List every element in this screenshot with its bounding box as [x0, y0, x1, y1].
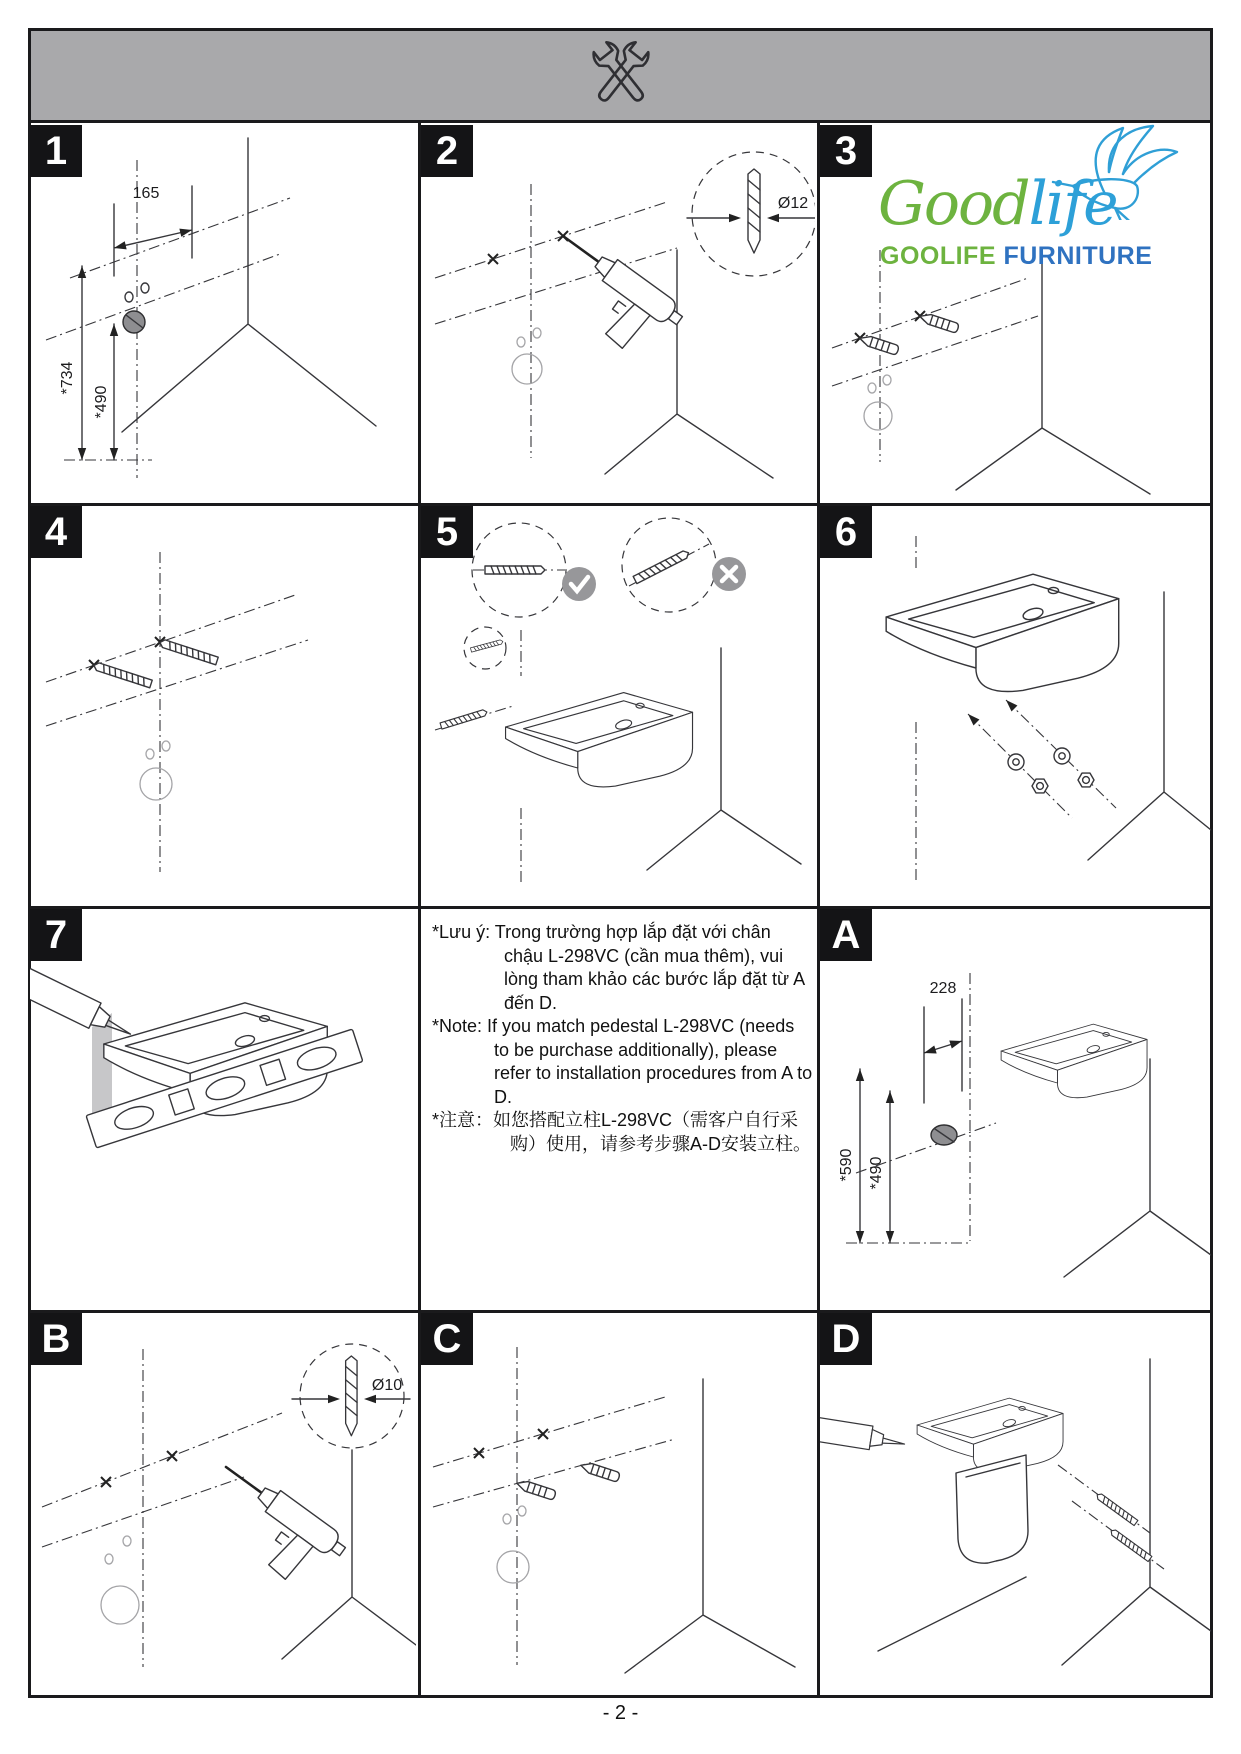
basin-icon	[506, 693, 693, 787]
brand-good: Good	[878, 169, 1029, 239]
wall-corner-lines	[625, 1379, 795, 1673]
drill-diameter: Ø12	[777, 195, 809, 212]
wall-corner-lines	[1062, 1359, 1211, 1665]
panel-5	[421, 508, 815, 904]
panel-5-drawing	[421, 508, 815, 904]
screw-icon	[1095, 1492, 1138, 1525]
note-english: *Note: If you match pedestal L-298VC (needs to be purchase additionally), please refer to installation procedures from A to D.	[432, 1016, 813, 1107]
detail-circle	[692, 152, 815, 276]
brand-life: life	[1028, 169, 1117, 239]
check-icon	[562, 567, 596, 601]
threaded-stud-icon	[159, 639, 219, 665]
brand-subtitle: GOOLIFE FURNITURE	[880, 242, 1153, 270]
panel-1	[30, 126, 416, 501]
panel-3-label: 3	[820, 125, 872, 177]
nut-icon	[1078, 773, 1094, 787]
page-number: - 2 -	[602, 1702, 639, 1724]
note-chinese: *注意：如您搭配立柱L-298VC（需客户自行采购）使用，请参考步骤A-D安装立柱。	[432, 1110, 811, 1154]
basin-icon	[1001, 1024, 1147, 1098]
panel-7-label: 7	[30, 909, 82, 961]
threaded-stud-icon	[93, 662, 153, 688]
panel-D-label: D	[820, 1313, 872, 1365]
wall-plug-icon	[858, 334, 899, 356]
washer-icon	[1008, 754, 1024, 770]
dim-228: 228	[929, 980, 957, 997]
panel-D	[820, 1315, 1211, 1696]
wall-plug-icon	[579, 1461, 620, 1483]
drill-diameter: Ø10	[371, 1377, 403, 1394]
washer-icon	[1054, 748, 1070, 764]
panel-C-label: C	[421, 1313, 473, 1365]
panel-B-label: B	[30, 1313, 82, 1365]
drill-icon	[530, 225, 687, 365]
note-vietnamese: *Lưu ý: Trong trường hợp lắp đặt với chân chậu L-298VC (cần mua thêm), vui lòng tham khảo các bước lắp đặt từ A đến D.	[432, 922, 805, 1013]
panel-A-drawing	[820, 911, 1211, 1308]
screw-icon	[1109, 1528, 1152, 1561]
brand-script	[878, 169, 1117, 239]
dim-590: *590	[838, 1148, 855, 1182]
panel-1-drawing	[30, 126, 416, 501]
brand-logo	[872, 140, 1207, 290]
wall-corner-lines	[956, 254, 1150, 494]
grid-hline-1	[28, 503, 1213, 506]
half-pedestal	[956, 1455, 1028, 1563]
wall-plug-icon	[918, 312, 959, 334]
panel-C-drawing	[421, 1315, 815, 1696]
cross-icon	[712, 557, 746, 591]
panel-6	[820, 508, 1211, 904]
drill-bit-icon	[346, 1356, 357, 1436]
wall-corner-lines	[122, 138, 376, 432]
panel-4-drawing	[30, 508, 416, 904]
panel-2	[421, 126, 815, 501]
caulk-gun-icon	[820, 1405, 907, 1481]
panel-B-drawing	[30, 1315, 416, 1696]
basin-icon	[886, 574, 1119, 691]
basin-icon	[917, 1398, 1063, 1472]
panel-D-drawing	[820, 1315, 1211, 1696]
panel-B	[30, 1315, 416, 1696]
panel-2-label: 2	[421, 125, 473, 177]
dim-490: *490	[868, 1156, 885, 1190]
panel-1-label: 1	[30, 125, 82, 177]
panel-5-label: 5	[421, 506, 473, 558]
panel-C	[421, 1315, 815, 1696]
panel-7	[30, 911, 416, 1308]
grid-hline-2	[28, 906, 1213, 909]
installation-note	[432, 921, 814, 1156]
grid-hline-3	[28, 1310, 1213, 1313]
dim-165: 165	[132, 185, 160, 202]
panel-6-label: 6	[820, 506, 872, 558]
panel-4-label: 4	[30, 506, 82, 558]
drill-bit-icon	[748, 169, 760, 253]
drain-hole	[123, 311, 145, 333]
dim-490: *490	[93, 385, 110, 419]
panel-A	[820, 911, 1211, 1308]
detail-circle	[300, 1344, 404, 1448]
panel-A-label: A	[820, 909, 872, 961]
panel-6-drawing	[820, 508, 1211, 904]
panel-7-drawing	[30, 911, 416, 1308]
nut-icon	[1032, 779, 1048, 793]
panel-4	[30, 508, 416, 904]
dim-734: *734	[59, 361, 76, 395]
drill-icon	[193, 1456, 350, 1596]
panel-2-drawing	[421, 126, 815, 501]
